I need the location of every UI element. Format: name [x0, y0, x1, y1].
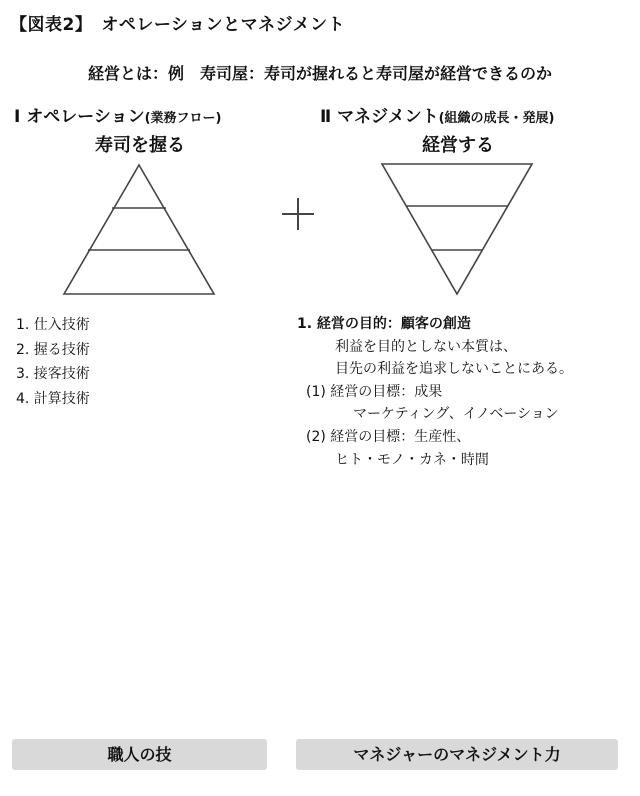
management-heading-main: Ⅱ マネジメント — [320, 107, 439, 127]
operation-heading — [14, 102, 221, 127]
pyramid-outline — [64, 165, 214, 294]
management-caption: 経営する — [422, 135, 494, 156]
operation-skill-list — [16, 313, 90, 411]
operation-heading-sub: (業務フロー) — [144, 111, 222, 126]
subtitle: 経営とは：例 寿司屋：寿司が握れると寿司屋が経営できるのか — [87, 64, 552, 83]
management-line-4: (1) 経営の目標：成果 — [306, 383, 443, 400]
management-inverted-pyramid — [378, 160, 538, 300]
management-line-1: 1. 経営の目的：顧客の創造 — [297, 316, 471, 332]
management-line-7: ヒト・モノ・カネ・時間 — [335, 451, 489, 468]
management-heading — [320, 102, 555, 127]
plus-icon — [280, 196, 316, 232]
list-item: 3. 接客技術 — [16, 366, 90, 382]
operation-pyramid — [60, 160, 220, 300]
footer-manager-skill: マネジャーのマネジメント力 — [296, 739, 618, 770]
management-heading-sub: (組織の成長・発展) — [438, 111, 555, 126]
management-line-3: 目先の利益を追求しないことにある。 — [335, 361, 573, 378]
operation-caption: 寿司を握る — [95, 135, 185, 156]
management-line-2: 利益を目的としない本質は、 — [335, 338, 517, 355]
footer-craftsman-skill: 職人の技 — [12, 739, 267, 770]
management-line-5: マーケティング、イノベーション — [353, 406, 559, 423]
inverted-pyramid-outline — [382, 164, 532, 294]
operation-heading-main: Ⅰ オペレーション — [14, 107, 145, 127]
management-detail — [297, 313, 637, 468]
list-item: 1. 仕入技術 — [16, 317, 90, 333]
figure-title: 【図表2】 オペレーションとマネジメント — [10, 15, 346, 35]
list-item: 2. 握る技術 — [16, 341, 90, 358]
management-line-6: (2) 経営の目標：生産性、 — [306, 428, 471, 445]
list-item: 4. 計算技術 — [16, 390, 90, 407]
